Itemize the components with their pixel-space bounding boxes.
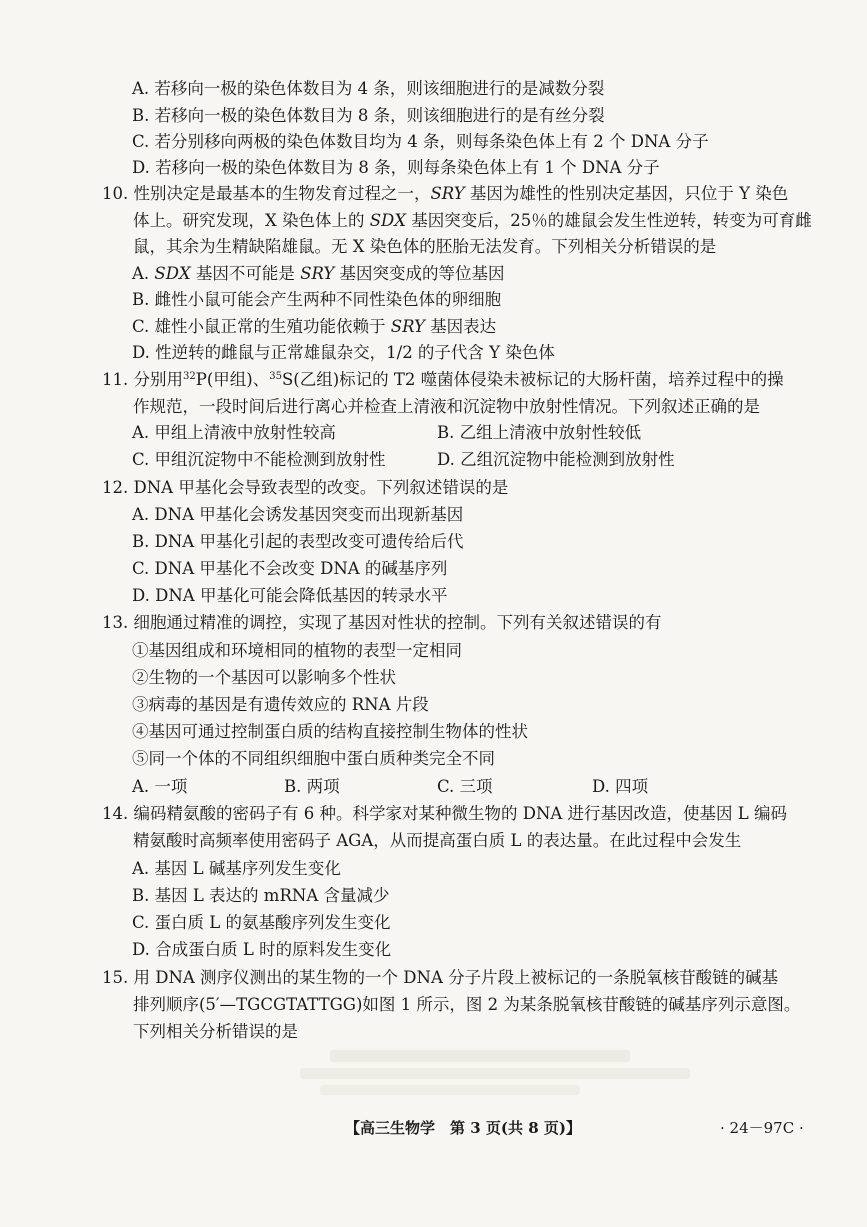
- q13-statement-5: ⑤同一个体的不同组织细胞中蛋白质种类完全不同: [132, 749, 495, 768]
- q15-stem-line1: 15. 用 DNA 测序仪测出的某生物的一个 DNA 分子片段上被标记的一条脱氧核苷酸链的碱基: [102, 968, 779, 987]
- q11-text: P(甲组)、: [195, 370, 270, 389]
- q11-option-a: A. 甲组上清液中放射性较高: [132, 423, 336, 442]
- q10-stem-line3: 鼠，其余为生精缺陷雄鼠。无 X 染色体的胚胎无法发育。下列相关分析错误的是: [133, 237, 717, 256]
- q15-stem-line2: 排列顺序(5′—TGCGTATTGG)如图 1 所示，图 2 为某条脱氧核苷酸链的碱基序列示意图。: [133, 995, 801, 1014]
- q10-stem-line1: [102, 183, 788, 205]
- option-letter: A.: [132, 264, 155, 283]
- q9-option-d: D. 若移向一极的染色体数目为 8 条，则每条染色体上有 1 个 DNA 分子: [132, 158, 660, 177]
- q13-option-a: A. 一项: [132, 777, 188, 796]
- q10-text: 基因突变后，25％的雄鼠会发生性逆转，转变为可育雌: [406, 211, 812, 230]
- q14-stem-line2: 精氨酸时高频率使用密码子 AGA，从而提高蛋白质 L 的表达量。在此过程中会发生: [133, 831, 742, 850]
- bleed-through-mark: [330, 1050, 630, 1062]
- gene-sdx: SDX: [154, 264, 191, 283]
- q14-option-d: D. 合成蛋白质 L 时的原料发生变化: [132, 940, 392, 959]
- option-text: C. 雄性小鼠正常的生殖功能依赖于: [132, 317, 391, 336]
- q11-text: S(乙组)标记的 T2 噬菌体侵染未被标记的大肠杆菌，培养过程中的操: [281, 370, 784, 389]
- q9-option-c: C. 若分别移向两极的染色体数目均为 4 条，则每条染色体上有 2 个 DNA 分子: [132, 132, 709, 151]
- gene-sdx: SDX: [369, 211, 407, 230]
- q9-option-a: A. 若移向一极的染色体数目为 4 条，则该细胞进行的是减数分裂: [132, 79, 605, 98]
- q13-statement-4: ④基因可通过控制蛋白质的结构直接控制生物体的性状: [132, 722, 528, 741]
- q13-stem: 13. 细胞通过精准的调控，实现了基因对性状的控制。下列有关叙述错误的有: [102, 613, 662, 632]
- q10-option-b: B. 雌性小鼠可能会产生两种不同性染色体的卵细胞: [132, 290, 502, 309]
- gene-sry: SRY: [300, 264, 335, 283]
- option-text: 基因突变成的等位基因: [334, 264, 505, 283]
- q10-text: 10. 性别决定是最基本的生物发育过程之一，: [102, 184, 431, 203]
- option-text: 基因不可能是: [190, 264, 301, 283]
- q12-option-c: C. DNA 甲基化不会改变 DNA 的碱基序列: [132, 559, 448, 578]
- q11-stem-line1: [102, 369, 784, 391]
- gene-sry: SRY: [390, 317, 425, 336]
- q10-stem-line2: [133, 210, 812, 232]
- bleed-through-mark: [320, 1085, 580, 1095]
- q14-option-a: A. 基因 L 碱基序列发生变化: [132, 859, 341, 878]
- q10-option-a: [132, 263, 505, 285]
- q11-option-c: C. 甲组沉淀物中不能检测到放射性: [132, 450, 386, 469]
- q12-option-d: D. DNA 甲基化可能会降低基因的转录水平: [132, 586, 448, 605]
- q14-option-b: B. 基因 L 表达的 mRNA 含量减少: [132, 886, 390, 905]
- q14-stem-line1: 14. 编码精氨酸的密码子有 6 种。科学家对某种微生物的 DNA 进行基因改造，使基因 L 编码: [102, 804, 787, 823]
- q13-statement-2: ②生物的一个基因可以影响多个性状: [132, 668, 396, 687]
- q12-stem: 12. DNA 甲基化会导致表型的改变。下列叙述错误的是: [102, 478, 509, 497]
- q11-option-b: B. 乙组上清液中放射性较低: [437, 423, 642, 442]
- q9-option-b: B. 若移向一极的染色体数目为 8 条，则该细胞进行的是有丝分裂: [132, 106, 605, 125]
- q11-stem-line2: 作规范，一段时间后进行离心并检查上清液和沉淀物中放射性情况。下列叙述正确的是: [133, 397, 760, 416]
- q11-option-d: D. 乙组沉淀物中能检测到放射性: [437, 450, 675, 469]
- q13-statement-3: ③病毒的基因是有遗传效应的 RNA 片段: [132, 695, 429, 714]
- bleed-through-mark: [300, 1068, 690, 1079]
- q12-option-b: B. DNA 甲基化引起的表型改变可遗传给后代: [132, 532, 464, 551]
- gene-sry: SRY: [430, 184, 465, 203]
- isotope-superscript: 32: [183, 371, 196, 382]
- q15-stem-line3: 下列相关分析错误的是: [133, 1022, 298, 1041]
- q10-text: 基因为雄性的性别决定基因，只位于 Y 染色: [464, 184, 789, 203]
- q10-option-c: [132, 316, 496, 338]
- q13-statement-1: ①基因组成和环境相同的植物的表型一定相同: [132, 641, 462, 660]
- q12-option-a: A. DNA 甲基化会诱发基因突变而出现新基因: [132, 505, 464, 524]
- q13-option-c: C. 三项: [437, 777, 493, 796]
- q13-option-d: D. 四项: [592, 777, 649, 796]
- q10-text: 体上。研究发现，X 染色体上的: [133, 211, 370, 230]
- footer-exam-code: · 24－97C ·: [720, 1119, 804, 1137]
- q13-option-b: B. 两项: [284, 777, 340, 796]
- q10-option-d: D. 性逆转的雌鼠与正常雄鼠杂交，1/2 的子代含 Y 染色体: [132, 343, 555, 362]
- footer-page-info: 【高三生物学 第 3 页(共 8 页)】: [345, 1119, 581, 1137]
- option-text: 基因表达: [424, 317, 497, 336]
- q14-option-c: C. 蛋白质 L 的氨基酸序列发生变化: [132, 913, 391, 932]
- isotope-superscript: 35: [269, 371, 282, 382]
- q11-text: 11. 分别用: [102, 370, 183, 389]
